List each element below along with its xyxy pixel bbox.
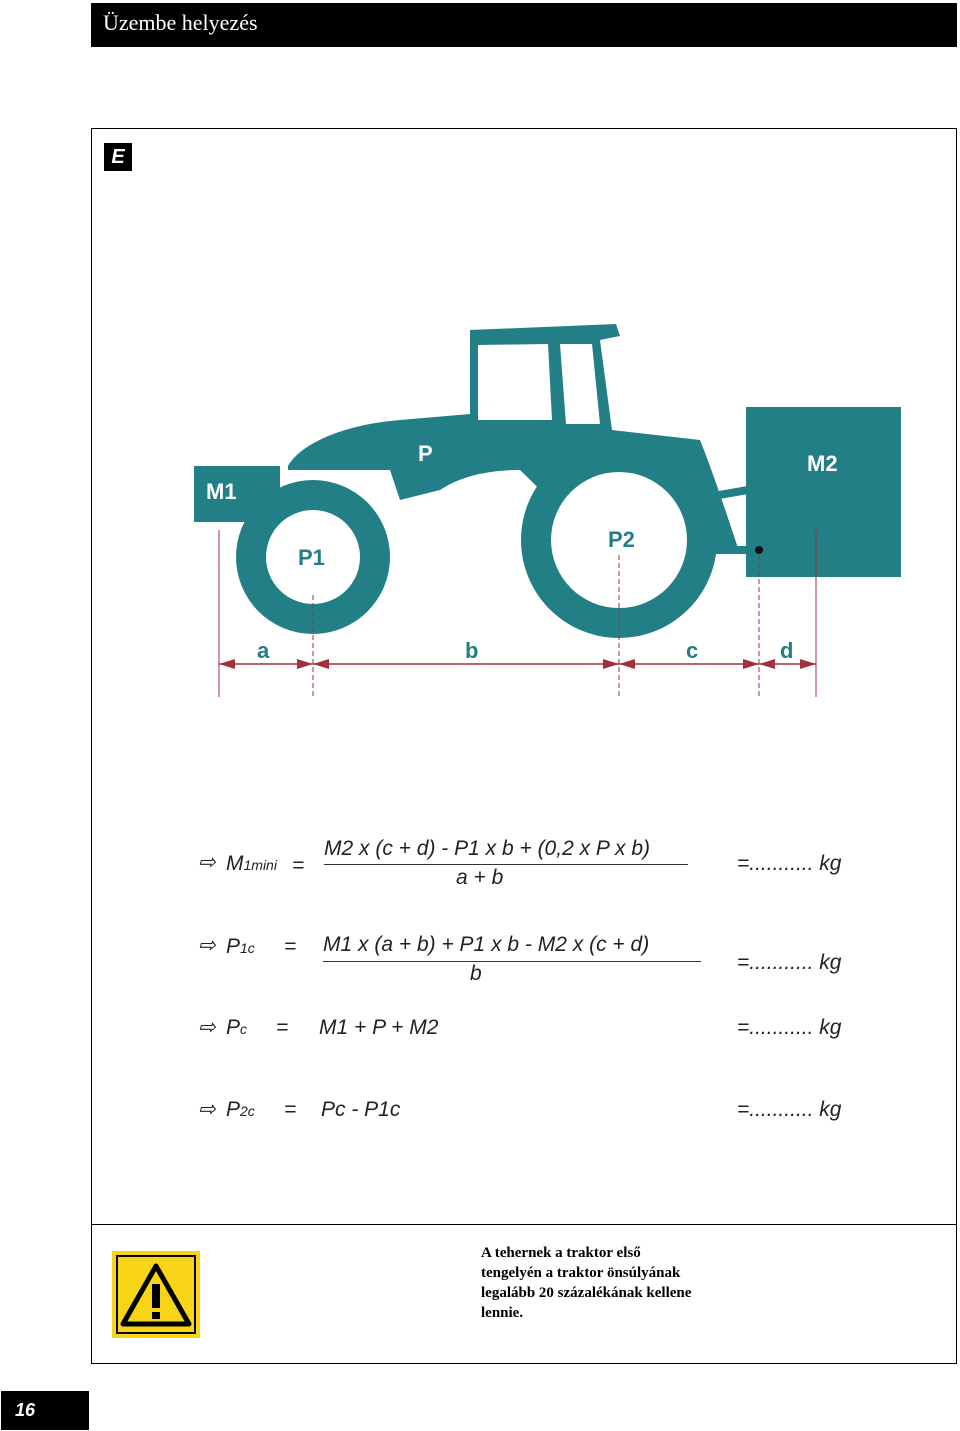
formula-2-result: =........... kg — [737, 951, 842, 974]
formula-1-arrow: ⇨ — [198, 851, 216, 874]
formula-1-eq: = — [292, 854, 305, 877]
rear-weight — [746, 407, 901, 577]
dim-a: a — [257, 638, 270, 663]
page-title: Üzembe helyezés — [103, 10, 258, 35]
formula-1-lhs: M1mini — [226, 852, 277, 875]
formula-4-eq: = — [284, 1098, 297, 1121]
warning-box — [112, 1251, 200, 1338]
dim-d: d — [780, 638, 794, 663]
formula-1-numerator: M2 x (c + d) - P1 x b + (0,2 x P x b) — [324, 837, 650, 860]
warning-divider — [91, 1224, 957, 1225]
warning-triangle-icon — [112, 1251, 200, 1338]
formula-1-result: =........... kg — [737, 852, 842, 875]
formula-1-denominator: a + b — [456, 866, 504, 889]
label-p: P — [418, 441, 433, 466]
formula-2-fraction-line — [323, 961, 701, 962]
formula-3-lhs: Pc — [226, 1016, 248, 1039]
formula-3-eq: = — [276, 1016, 289, 1039]
warning-text: A tehernek a traktor első tengelyén a traktor önsúlyának legalább 20 százalékának kellene lennie. — [481, 1245, 692, 1321]
section-badge: E — [104, 143, 132, 171]
label-m2: M2 — [807, 451, 838, 476]
page-number-box — [1, 1391, 89, 1430]
formula-1-fraction-line — [324, 864, 688, 865]
formula-4-result: =........... kg — [737, 1098, 842, 1121]
label-p2: P2 — [608, 527, 635, 552]
formula-4-expression: Pc - P1c — [321, 1098, 401, 1121]
rear-weight-centroid — [755, 546, 763, 554]
label-p1: P1 — [298, 545, 325, 570]
formula-4-arrow: ⇨ — [198, 1098, 216, 1121]
formula-2-eq: = — [284, 935, 297, 958]
cab-window-front — [478, 344, 552, 420]
formula-3-arrow: ⇨ — [198, 1016, 216, 1039]
formula-3-result: =........... kg — [737, 1016, 842, 1039]
dim-c: c — [686, 638, 699, 663]
label-m1: M1 — [206, 479, 237, 504]
dim-b: b — [465, 638, 479, 663]
formula-2-numerator: M1 x (a + b) + P1 x b - M2 x (c + d) — [323, 933, 650, 956]
formula-3-expression: M1 + P + M2 — [319, 1016, 439, 1039]
formula-2-denominator: b — [470, 962, 482, 985]
page-number: 16 — [15, 1400, 36, 1420]
formula-2-arrow: ⇨ — [198, 934, 216, 957]
formula-4-lhs: P2c — [226, 1098, 255, 1121]
formula-2-lhs: P1c — [226, 935, 255, 958]
